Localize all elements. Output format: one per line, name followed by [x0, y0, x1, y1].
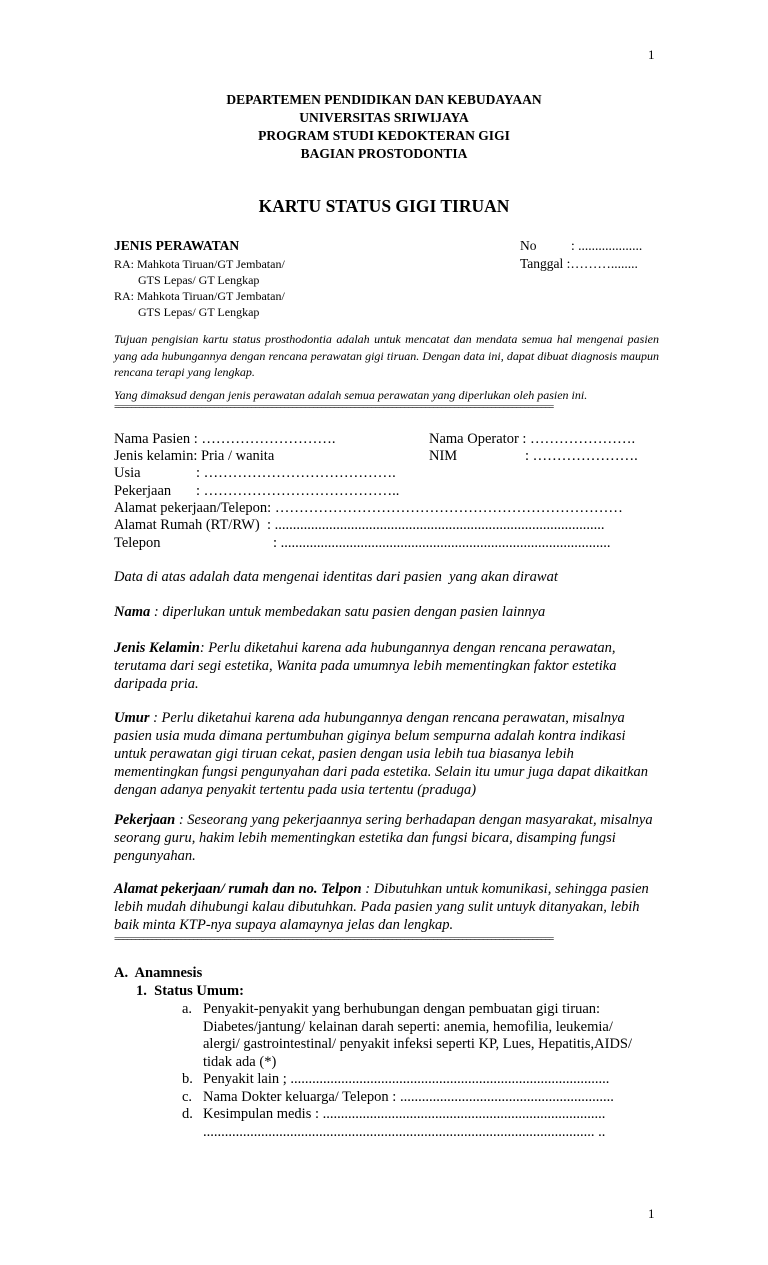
- item-d-marker: d.: [182, 1106, 193, 1122]
- item-c-marker: c.: [182, 1089, 193, 1105]
- item-a-line3: alergi/ gastrointestinal/ penyakit infeksi seperti KP, Lues, Hepatitis,AIDS/: [203, 1036, 633, 1052]
- ra1-line-a: RA: Mahkota Tiruan/GT Jembatan/: [114, 257, 285, 271]
- status-umum-heading: 1. Status Umum:: [136, 983, 244, 999]
- umur-note-text: : Perlu diketahui karena ada hubungannya dengan rencana perawatan, misalnya pasien usia muda dimana pertumbuhan giginya belum sempurna adalah kontra indikasi untuk perawatan gigi tiruan cekat, pasien dengan usia lebih tua biasanya lebih mementingkan fungsi pengunyahan dari pada estetika. Selain itu umur juga dapat dikaitkan dengan adanya penyakit tertentu pada usia tertentu (praduga): [114, 710, 649, 798]
- anamnesis-heading: A. Anamnesis: [114, 965, 203, 981]
- ra2-line-b: GTS Lepas/ GT Lengkap: [138, 305, 260, 319]
- dimaksud-paragraph: Yang dimaksud dengan jenis perawatan adalah semua perawatan yang diperlukan oleh pasien ini.: [114, 388, 588, 402]
- jenis-kelamin-note-label: Jenis Kelamin: [114, 640, 200, 656]
- ra2-line-a: RA: Mahkota Tiruan/GT Jembatan/: [114, 289, 285, 303]
- pekerjaan-note: [114, 811, 659, 865]
- separator-rule-2: ==========================================================================================================: [114, 934, 553, 945]
- header-university: UNIVERSITAS SRIWIJAYA: [299, 110, 469, 125]
- umur-note: [114, 709, 659, 799]
- header-department: DEPARTEMEN PENDIDIKAN DAN KEBUDAYAAN: [226, 92, 542, 107]
- no-label: No: [520, 238, 537, 253]
- usia-label: Usia: [114, 465, 141, 481]
- document-title: KARTU STATUS GIGI TIRUAN: [258, 196, 510, 216]
- nim-field: : ………………….: [525, 448, 638, 464]
- item-c-text: Nama Dokter keluarga/ Telepon : ...........................................................: [203, 1089, 614, 1105]
- telepon-label: Telepon: [114, 535, 161, 551]
- jenis-perawatan-heading: JENIS PERAWATAN: [114, 238, 240, 253]
- item-a-line2: Diabetes/jantung/ kelainan darah seperti: anemia, hemofilia, leukemia/: [203, 1019, 613, 1035]
- separator-rule-1: ==========================================================================================================: [114, 402, 553, 413]
- nama-note-label: Nama: [114, 604, 151, 620]
- item-b-marker: b.: [182, 1071, 193, 1087]
- item-d-continuation: ............................................................................................................ ..: [203, 1124, 606, 1140]
- alamat-rumah-field: Alamat Rumah (RT/RW) : ...........................................................................................: [114, 517, 605, 533]
- jenis-kelamin-note: [114, 639, 659, 693]
- alamat-pekerjaan-field: Alamat pekerjaan/Telepon: ………………………………………………………………: [114, 500, 623, 516]
- item-b-text: Penyakit lain ; ........................................................................................: [203, 1071, 610, 1087]
- jenis-kelamin-note-text: : Perlu diketahui karena ada hubungannya dengan rencana perawatan, terutama dari segi estetika, Wanita pada umumnya lebih mementingkan faktor estetika daripada pria.: [114, 640, 617, 692]
- nama-note: [114, 603, 659, 621]
- item-a-line4: tidak ada (*): [203, 1054, 277, 1070]
- pekerjaan-note-label: Pekerjaan: [114, 812, 176, 828]
- alamat-note-label: Alamat pekerjaan/ rumah dan no. Telpon: [114, 881, 362, 897]
- item-a-line1: Penyakit-penyakit yang berhubungan dengan pembuatan gigi tiruan:: [203, 1001, 601, 1017]
- jenis-kelamin-field: Jenis kelamin: Pria / wanita: [114, 448, 275, 464]
- alamat-note-text: : Dibutuhkan untuk komunikasi, sehingga pasien lebih mudah dihubungi kalau dibutuhkan. Pada pasien yang sulit untuyk ditanyakan, lebih baik minta KTP-nya supaya alamaynya jelas dan lengkap.: [114, 881, 649, 933]
- pekerjaan-label: Pekerjaan: [114, 483, 172, 499]
- item-d-text: Kesimpulan medis : ..............................................................................: [203, 1106, 606, 1122]
- no-field: : ...................: [571, 238, 643, 253]
- usia-field: : ………………………………….: [196, 465, 396, 481]
- nama-note-text: : diperlukan untuk membedakan satu pasien dengan pasien lainnya: [150, 604, 546, 620]
- tujuan-paragraph: Tujuan pengisian kartu status prosthodontia adalah untuk mencatat dan mendata semua hal mengenai pasien yang ada hubungannya dengan rencana perawatan gigi tiruan. Dengan data ini, dapat dibuat diagnosis maupun rencana terapi yang lengkap.: [114, 332, 659, 379]
- header-section: BAGIAN PROSTODONTIA: [300, 146, 468, 161]
- alamat-note: [114, 880, 659, 934]
- item-a-marker: a.: [182, 1001, 193, 1017]
- data-di-atas-note: Data di atas adalah data mengenai identitas dari pasien yang akan dirawat: [114, 569, 558, 585]
- pekerjaan-note-text: : Seseorang yang pekerjaannya sering berhadapan dengan masyarakat, misalnya seorang guru, hakim lebih mementingkan estetika dan fungsi bicara, disamping fungsi pengunyahan.: [114, 812, 653, 864]
- pekerjaan-field: : …………………………………..: [196, 483, 400, 499]
- header-program: PROGRAM STUDI KEDOKTERAN GIGI: [258, 128, 510, 143]
- nama-pasien-field: Nama Pasien : ……………………….: [114, 431, 336, 447]
- nama-operator-field: Nama Operator : ………………….: [429, 431, 636, 447]
- page-number-top: 1: [648, 47, 655, 62]
- nim-label: NIM: [429, 448, 458, 464]
- page-number-bottom: 1: [648, 1206, 655, 1221]
- ra1-line-b: GTS Lepas/ GT Lengkap: [138, 273, 260, 287]
- umur-note-label: Umur: [114, 710, 150, 726]
- telepon-field: : ...........................................................................................: [273, 535, 611, 551]
- tanggal-field: Tanggal :………........: [520, 256, 638, 271]
